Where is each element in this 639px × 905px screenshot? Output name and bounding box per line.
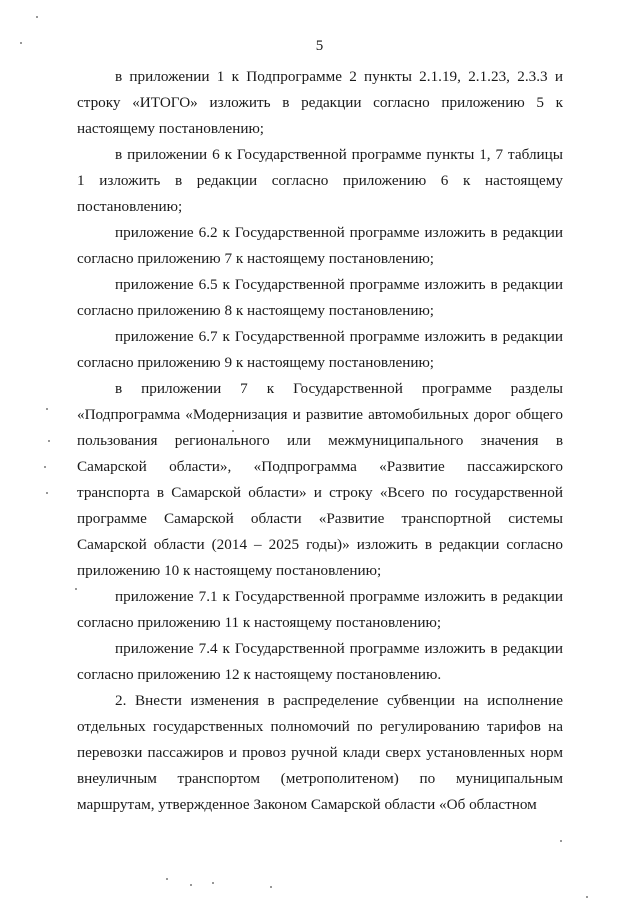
paragraph-item-2: 2. Внести изменения в распределение субвенции на исполнение отдельных государственных полномочий по регулированию тарифов на перевозки пассажиров и провоз ручной клади сверх установленных норм внеуличным транспортом (метрополитеном) по муниципальным маршрутам, утвержденное Законом Самарской области «Об областном: [77, 692, 563, 813]
paragraph-appendix-7-4: приложение 7.4 к Государственной программе изложить в редакции согласно приложению 12 к настоящему постановлению.: [77, 640, 563, 683]
paragraph-appendix-6-7: приложение 6.7 к Государственной программе изложить в редакции согласно приложению 9 к настоящему постановлению;: [77, 328, 563, 371]
paragraph-appendix-1: в приложении 1 к Подпрограмме 2 пункты 2.1.19, 2.1.23, 2.3.3 и строку «ИТОГО» изложить в редакции согласно приложению 5 к настоящему постановлению;: [77, 68, 563, 137]
paragraph-appendix-7-1: приложение 7.1 к Государственной программе изложить в редакции согласно приложению 11 к настоящему постановлению;: [77, 588, 563, 631]
paragraph-appendix-6-5: приложение 6.5 к Государственной программе изложить в редакции согласно приложению 8 к настоящему постановлению;: [77, 276, 563, 319]
page-number: 5: [315, 38, 324, 54]
paragraph-appendix-6: в приложении 6 к Государственной программе пункты 1, 7 таблицы 1 изложить в редакции согласно приложению 6 к настоящему постановлению;: [77, 146, 563, 215]
paragraph-appendix-7: в приложении 7 к Государственной программе разделы «Подпрограмма «Модернизация и развитие автомобильных дорог общего пользования регионального или межмуниципального значения в Самарской области», «Подпрограмма «Развитие пассажирского транспорта в Самарской области» и строку «Всего по государственной программе Самарской области «Развитие транспортной системы Самарской области (2014 – 2025 годы)» изложить в редакции согласно приложению 10 к настоящему постановлению;: [77, 380, 563, 579]
paragraph-appendix-6-2: приложение 6.2 к Государственной программе изложить в редакции согласно приложению 7 к настоящему постановлению;: [77, 224, 563, 267]
document-body: [77, 64, 563, 818]
